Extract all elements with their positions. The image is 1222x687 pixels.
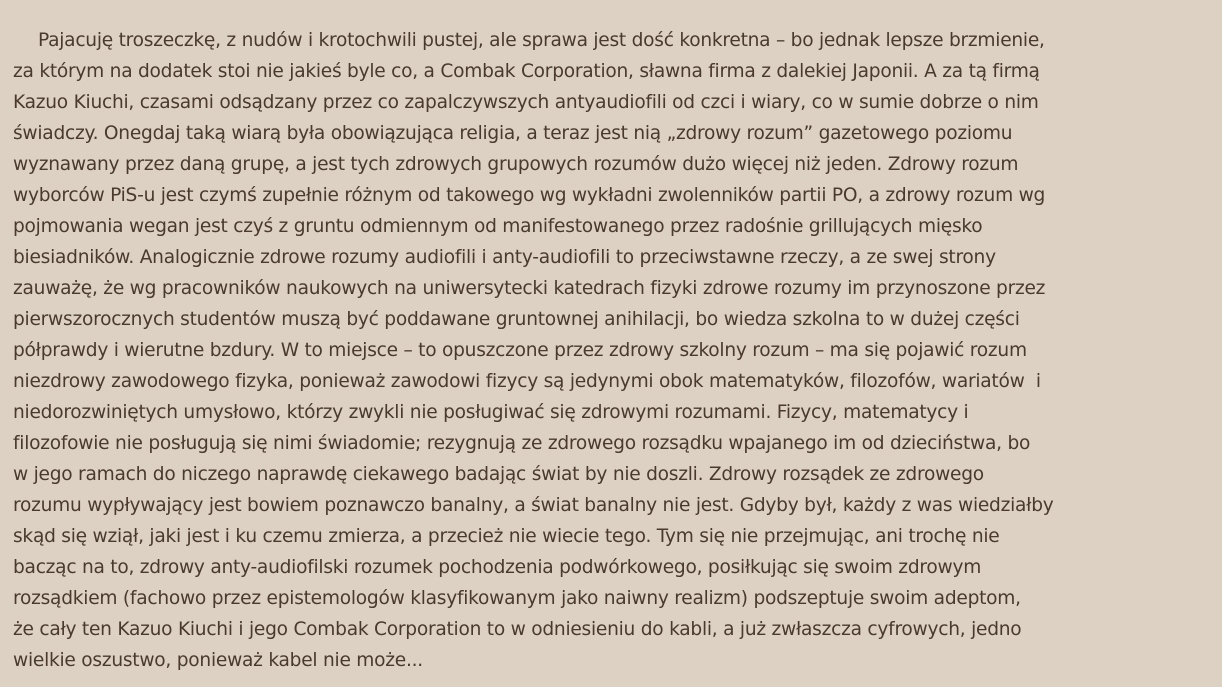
paragraph-line: filozofowie nie posługują się nimi świadomie; rezygnują ze zdrowego rozsądku wpajanego im od dzieciństwa, bo [13,433,1031,454]
paragraph-line: wielkie oszustwo, ponieważ kabel nie może... [13,650,423,671]
paragraph-line: świadczy. Onegdaj taką wiarą była obowiązująca religia, a teraz jest nią „zdrowy rozum” gazetowego poziomu [13,123,1013,144]
paragraph-line: Kazuo Kiuchi, czasami odsądzany przez co zapalczywszych antyaudiofili od czci i wiary, co w sumie dobrze o nim [13,92,1039,113]
paragraph-line: skąd się wziął, jaki jest i ku czemu zmierza, a przecież nie wiecie tego. Tym się nie przejmując, ani trochę nie [13,526,1000,547]
paragraph-line: bacząc na to, zdrowy anty-audiofilski rozumek pochodzenia podwórkowego, posiłkując się swoim zdrowym [13,557,982,578]
paragraph-line: rozumu wypływający jest bowiem poznawczo banalny, a świat banalny nie jest. Gdyby był, każdy z was wiedziałby [13,495,1054,516]
paragraph-line: w jego ramach do niczego naprawdę ciekawego badając świat by nie doszli. Zdrowy rozsądek ze zdrowego [13,464,984,485]
paragraph-line: zauważę, że wg pracowników naukowych na uniwersytecki katedrach fizyki zdrowe rozumy im przynoszone przez [13,278,1046,299]
paragraph-line: pojmowania wegan jest czyś z gruntu odmiennym od manifestowanego przez radośnie grillujących mięsko [13,216,983,237]
paragraph-line: wyborców PiS-u jest czymś zupełnie różnym od takowego wg wykładni zwolenników partii PO, a zdrowy rozum wg [13,185,1046,206]
paragraph-line: za którym na dodatek stoi nie jakieś byle co, a Combak Corporation, sławna firma z dalekiej Japonii. A za tą firmą [13,61,1040,82]
paragraph-line: rozsądkiem (fachowo przez epistemologów klasyfikowanym jako naiwny realizm) podszeptuje swoim adeptom, [13,588,1021,609]
paragraph-line: niezdrowy zawodowego fizyka, ponieważ zawodowi fizycy są jedynymi obok matematyków, filozofów, wariatów i [13,371,1041,392]
paragraph-line: niedorozwiniętych umysłowo, którzy zwykli nie posługiwać się zdrowymi rozumami. Fizycy, matematycy i [13,402,969,423]
paragraph-line: biesiadników. Analogicznie zdrowe rozumy audiofili i anty-audiofili to przeciwstawne rzeczy, a ze swej strony [13,247,996,268]
paragraph-line: Pajacuję troszeczkę, z nudów i krotochwili pustej, ale sprawa jest dość konkretna – bo jednak lepsze brzmienie, [38,30,1045,51]
article-paragraph [13,25,1213,676]
paragraph-line: półprawdy i wierutne bzdury. W to miejsce – to opuszczone przez zdrowy szkolny rozum – ma się pojawić rozum [13,340,1027,361]
paragraph-line: wyznawany przez daną grupę, a jest tych zdrowych grupowych rozumów dużo więcej niż jeden. Zdrowy rozum [13,154,1019,175]
paragraph-line: że cały ten Kazuo Kiuchi i jego Combak Corporation to w odniesieniu do kabli, a już zwłaszcza cyfrowych, jedno [13,619,1022,640]
paragraph-line: pierwszorocznych studentów muszą być poddawane gruntownej anihilacji, bo wiedza szkolna to w dużej części [13,309,1020,330]
